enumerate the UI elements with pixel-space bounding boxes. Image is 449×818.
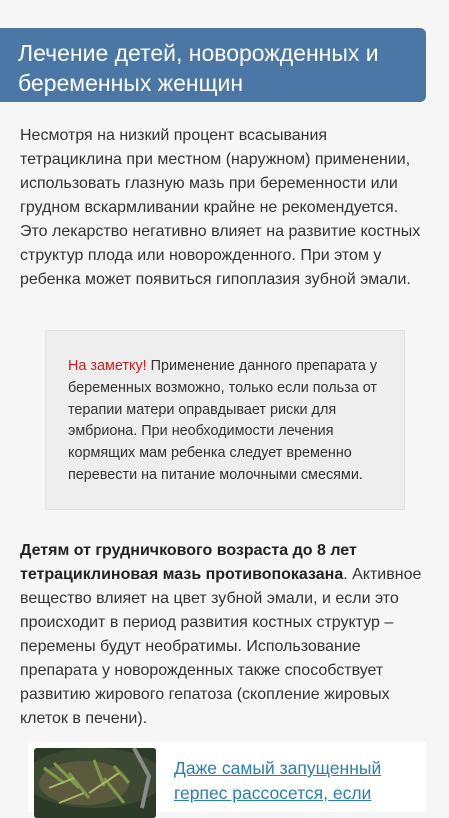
article-paragraph: Несмотря на низкий процент всасывания тетрациклина при местном (наружном) применении, использовать глазную мазь при беременности или грудном вскармливании крайне не рекомендуется. Это лекарство негативно влияет на развитие костных структур плода или новорожденного. При этом у ребенка может появиться гипоплазия зубной эмали. [20,127,421,288]
note-box [45,330,405,510]
bold-warning: Детям от грудничкового возраста до 8 лет тетрациклиновая мазь противопоказана [20,542,357,583]
section-heading [0,28,426,102]
food-image-icon [34,748,156,818]
article-body [20,124,424,292]
promo-card[interactable] [28,742,426,812]
section-heading-text: Лечение детей, новорожденных и беременных женщин [18,40,379,96]
article-paragraph-2 [20,539,424,731]
paragraph-text: . Активное вещество влияет на цвет зубной эмали, и если это происходит в период развития костных структур – перемены будут необратимы. Использование препарата у новорожденных также способствует развитию жирового гепатоза (скопление жировых клеток в печени). [20,566,422,727]
note-label: На заметку! [68,358,147,374]
promo-image[interactable] [34,748,156,818]
note-text: Применение данного препарата у беременных возможно, только если польза от терапии матери оправдывает риски для эмбриона. При необходимости лечения кормящих мам ребенка следует временно перевести на питание молочными смесями. [68,358,378,483]
promo-link[interactable]: Даже самый запущенный герпес рассосется, если [174,758,382,803]
